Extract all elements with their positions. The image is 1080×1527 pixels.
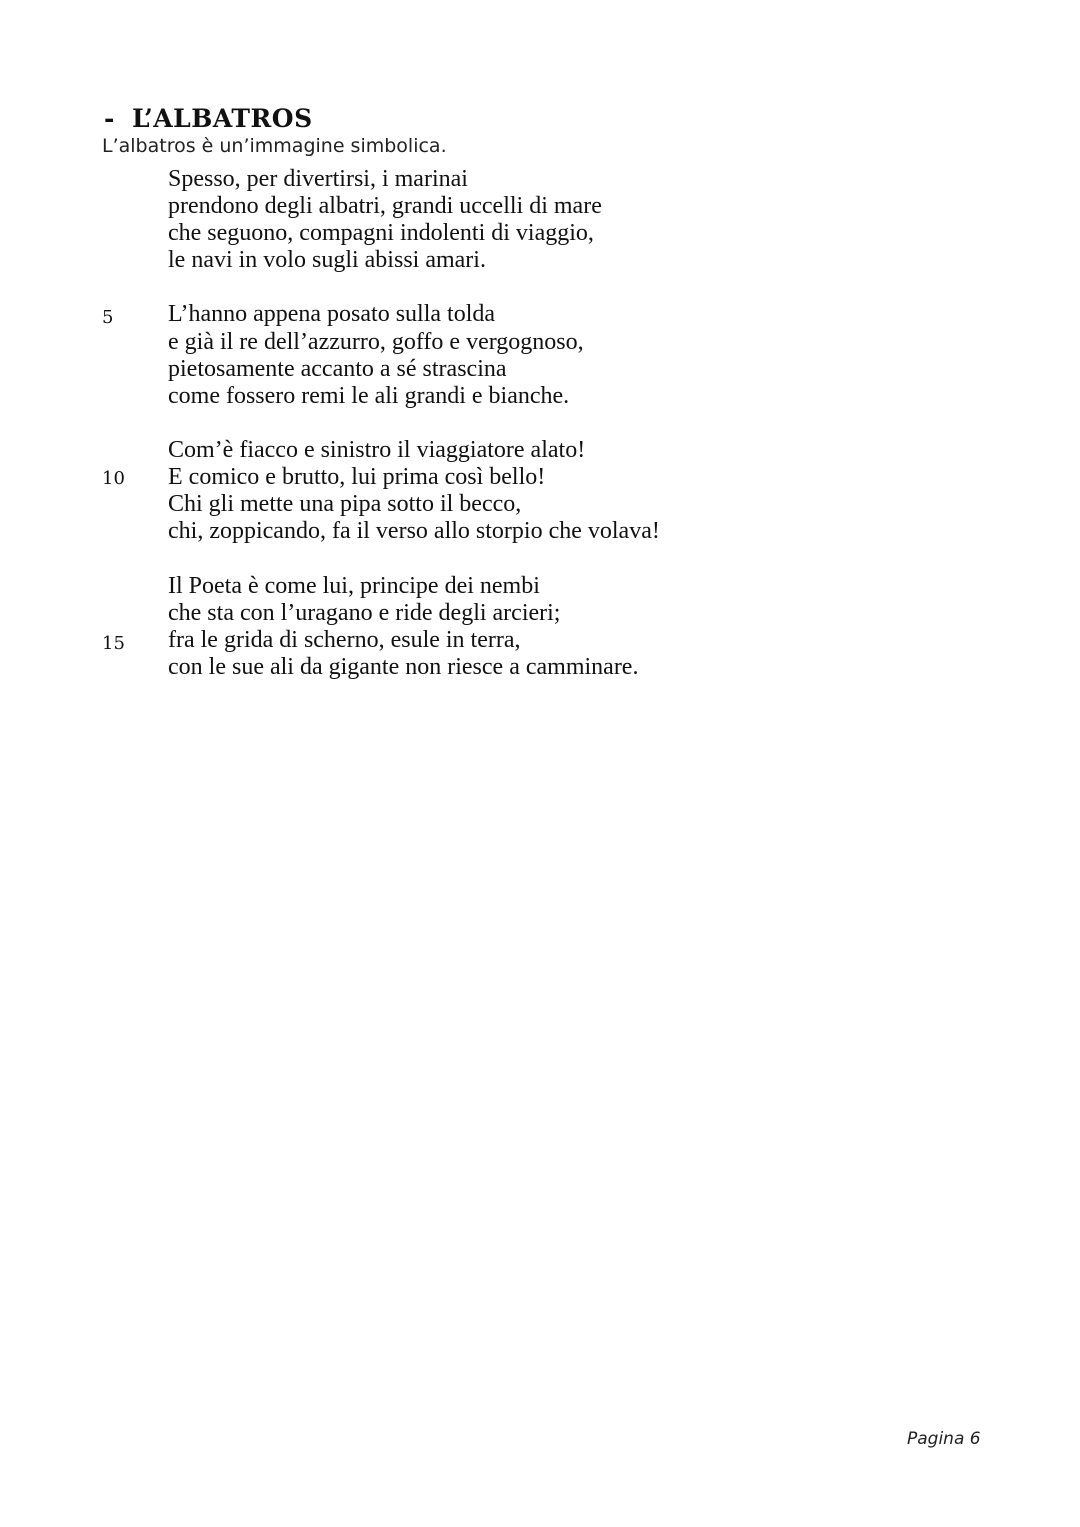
poem-line: che sta con l’uragano e ride degli arcieri; [168,600,561,626]
poem-line: con le sue ali da gigante non riesce a camminare. [168,654,639,680]
title-text: L’ALBATROS [132,104,313,133]
poem-line: che seguono, compagni indolenti di viaggio, [168,220,594,246]
poem-line: pietosamente accanto a sé strascina [168,356,507,382]
title-dash: - [104,104,115,133]
line-number: 10 [102,468,125,489]
subtitle: L’albatros è un’immagine simbolica. [102,135,447,157]
page-number: Pagina 6 [907,1429,981,1449]
poem-line: e già il re dell’azzurro, goffo e vergognoso, [168,329,584,355]
poem-line: Il Poeta è come lui, principe dei nembi [168,573,540,599]
poem-line: Chi gli mette una pipa sotto il becco, [168,491,522,517]
poem-line: chi, zoppicando, fa il verso allo storpio che volava! [168,518,660,544]
poem-line: L’hanno appena posato sulla tolda [168,301,496,327]
poem-line: E comico e brutto, lui prima così bello! [168,464,546,490]
poem-line: Spesso, per divertirsi, i marinai [168,166,468,192]
poem-line: prendono degli albatri, grandi uccelli di mare [168,193,602,219]
poem-line: Com’è fiacco e sinistro il viaggiatore alato! [168,437,586,463]
line-number: 5 [102,307,114,328]
poem-line: fra le grida di scherno, esule in terra, [168,627,521,653]
poem-title [104,102,313,136]
poem-line: le navi in volo sugli abissi amari. [168,247,486,273]
line-number: 15 [102,633,125,654]
poem-line: come fossero remi le ali grandi e bianche. [168,383,570,409]
